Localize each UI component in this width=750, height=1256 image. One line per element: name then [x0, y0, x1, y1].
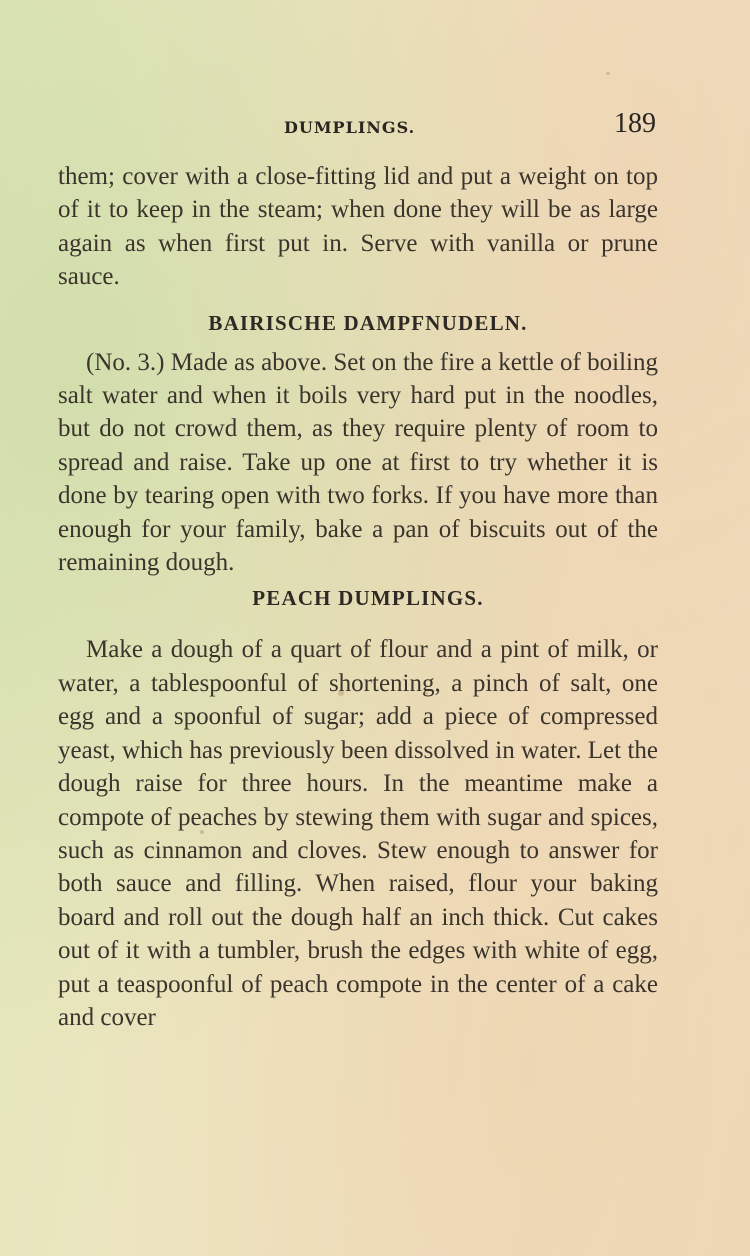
paper-stain: [606, 72, 610, 75]
page-header: [0, 108, 750, 138]
page-body: [58, 160, 658, 1034]
recipe-body-bairische-dampfnudeln: (No. 3.) Made as above. Set on the fire a kettle of boiling salt water and when it boils very hard put in the noodles, but do not crowd them, as they require plenty of room to spread and raise. Take up one at first to try whether it is done by tearing open with two forks. If you have more than enough for your family, bake a pan of biscuits out of the remaining dough.: [58, 348, 658, 577]
recipe-body-peach-dumplings: Make a dough of a quart of flour and a pint of milk, or water, a tablespoonful of shortening, a pinch of salt, one egg and a spoonful of sugar; add a piece of compressed yeast, which has previously been dissolved in water. Let the dough raise for three hours. In the meantime make a compote of peaches by stewing them with sugar and spices, such as cinnamon and cloves. Stew enough to answer for both sauce and filling. When raised, flour your baking board and roll out the dough half an inch thick. Cut cakes out of it with a tumbler, brush the edges with white of egg, put a teaspoonful of peach compote in the center of a cake and cover: [58, 636, 658, 1031]
recipe-title-peach-dumplings: PEACH DUMPLINGS.: [252, 586, 484, 611]
running-head: DUMPLINGS.: [284, 118, 416, 137]
page-number: 189: [614, 108, 656, 139]
continuation-paragraph: them; cover with a close-fitting lid and put a weight on top of it to keep in the steam; when done they will be as large again as when first put in. Serve with vanilla or prune sauce.: [58, 163, 658, 291]
recipe-title-bairische-dampfnudeln: BAIRISCHE DAMPFNUDELN.: [208, 310, 528, 335]
